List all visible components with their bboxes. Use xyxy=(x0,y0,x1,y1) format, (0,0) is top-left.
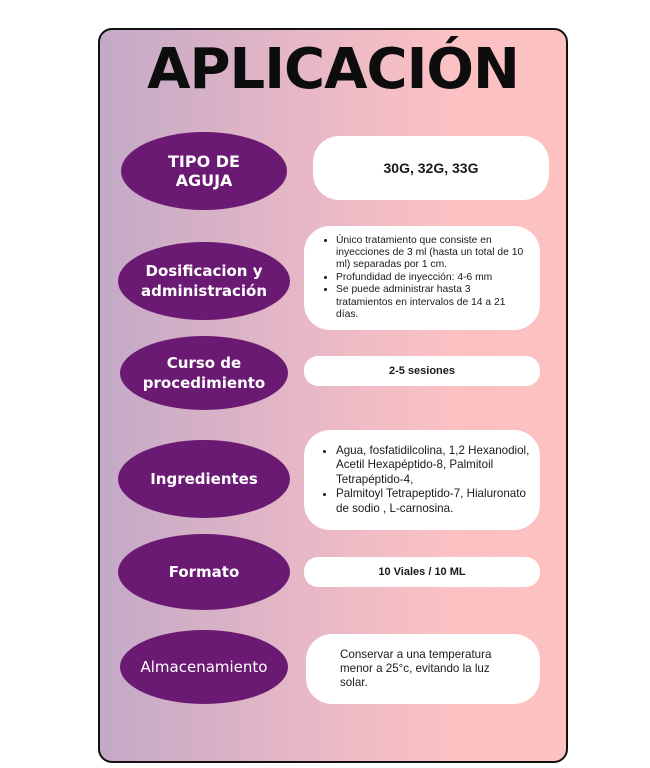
list-item: • Único tratamiento que consiste en inyecciones de 3 ml (hasta un total de 10 ml) separadas por 1 cm. xyxy=(336,235,528,272)
list-item: • Profundidad de inyección: 4-6 mm xyxy=(336,272,528,284)
list-item: • Agua, fosfatidilcolina, 1,2 Hexanodiol, Acetil Hexapéptido-8, Palmitoil Tetrapéptido-4, xyxy=(336,444,530,488)
ingredients-label: Ingredientes xyxy=(118,440,290,518)
page-title: APLICACIÓN xyxy=(147,37,519,102)
ingredients-details xyxy=(304,430,540,530)
dosage-list xyxy=(318,235,528,322)
list-item: • Se puede administrar hasta 3 tratamientos en intervalos de 14 a 21 días. xyxy=(336,284,528,321)
procedure-course-label: Curso de procedimiento xyxy=(120,336,288,410)
needle-type-label: TIPO DE AGUJA xyxy=(121,132,287,210)
storage-label: Almacenamiento xyxy=(120,630,288,704)
procedure-course-value: 2-5 sesiones xyxy=(304,356,540,386)
format-label: Formato xyxy=(118,534,290,610)
dosage-details xyxy=(304,226,540,330)
ingredients-list xyxy=(318,444,530,517)
list-item: • Palmitoyl Tetrapeptido-7, Hialuronato de sodio , L-carnosina. xyxy=(336,487,530,516)
storage-value: Conservar a una temperatura menor a 25°c, evitando la luz solar. xyxy=(306,634,540,704)
dosage-label: Dosificacion y administración xyxy=(118,242,290,320)
format-value: 10 Viales / 10 ML xyxy=(304,557,540,587)
needle-type-value: 30G, 32G, 33G xyxy=(313,136,549,200)
